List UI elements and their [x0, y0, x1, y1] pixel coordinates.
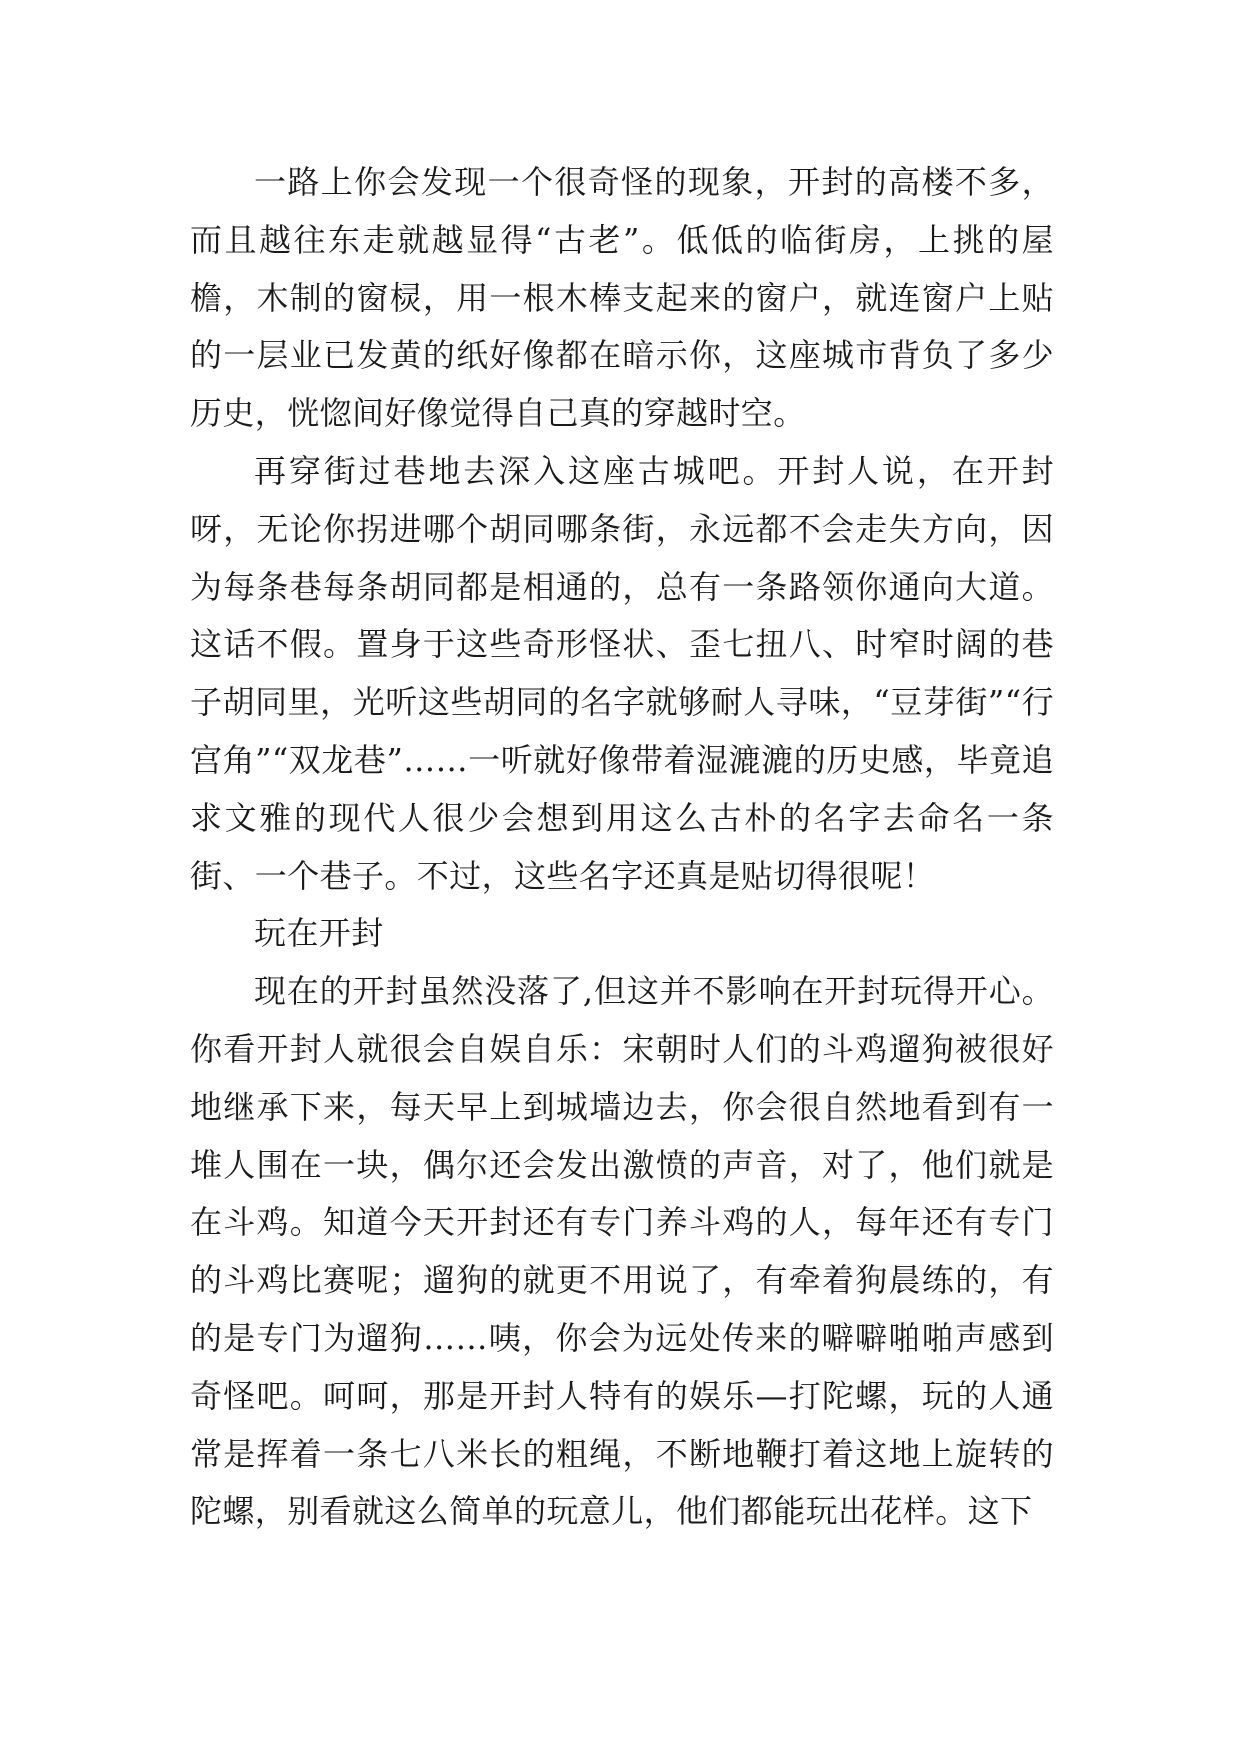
paragraph-alleys: 再穿街过巷地去深入这座古城吧。开封人说，在开封呀，无论你拐进哪个胡同哪条街，永远都不会走失方向，因为每条巷每条胡同都是相通的，总有一条路领你通向大道。这话不假。置身于这些奇形怪状、歪七扭八、时窄时阔的巷子胡同里，光听这些胡同的名字就够耐人寻味，“豆芽街”“行宫角”“双龙巷”……一听就好像带着湿漉漉的历史感，毕竟追求文雅的现代人很少会想到用这么古朴的名字去命名一条街、一个巷子。不过，这些名字还真是贴切得很呢！	[190, 451, 1054, 895]
paragraph-entertainment: 现在的开封虽然没落了,但这并不影响在开封玩得开心。你看开封人就很会自娱自乐：宋朝时人们的斗鸡遛狗被很好地继承下来，每天早上到城墙边去，你会很自然地看到有一堆人围在一块，偶尔还会发出激愤的声音，对了，他们就是在斗鸡。知道今天开封还有专门养斗鸡的人，每年还有专门的斗鸡比赛呢；遛狗的就更不用说了，有牵着狗晨练的，有的是专门为遛狗……咦，你会为远处传来的噼噼啪啪声感到奇怪吧。呵呵，那是开封人特有的娱乐—打陀螺，玩的人通常是挥着一条七八米长的粗绳，不断地鞭打着这地上旋转的陀螺，别看就这么简单的玩意儿，他们都能玩出花样。这下	[190, 972, 1054, 1531]
paragraph-old-streets: 一路上你会发现一个很奇怪的现象，开封的高楼不多，而且越往东走就越显得“古老”。低低的临街房，上挑的屋檐，木制的窗棂，用一根木棒支起来的窗户，就连窗户上贴的一层业已发黄的纸好像都在暗示你，这座城市背负了多少历史，恍惚间好像觉得自己真的穿越时空。	[190, 163, 1054, 433]
document-body	[190, 154, 1054, 1541]
section-heading: 玩在开封	[254, 914, 384, 953]
